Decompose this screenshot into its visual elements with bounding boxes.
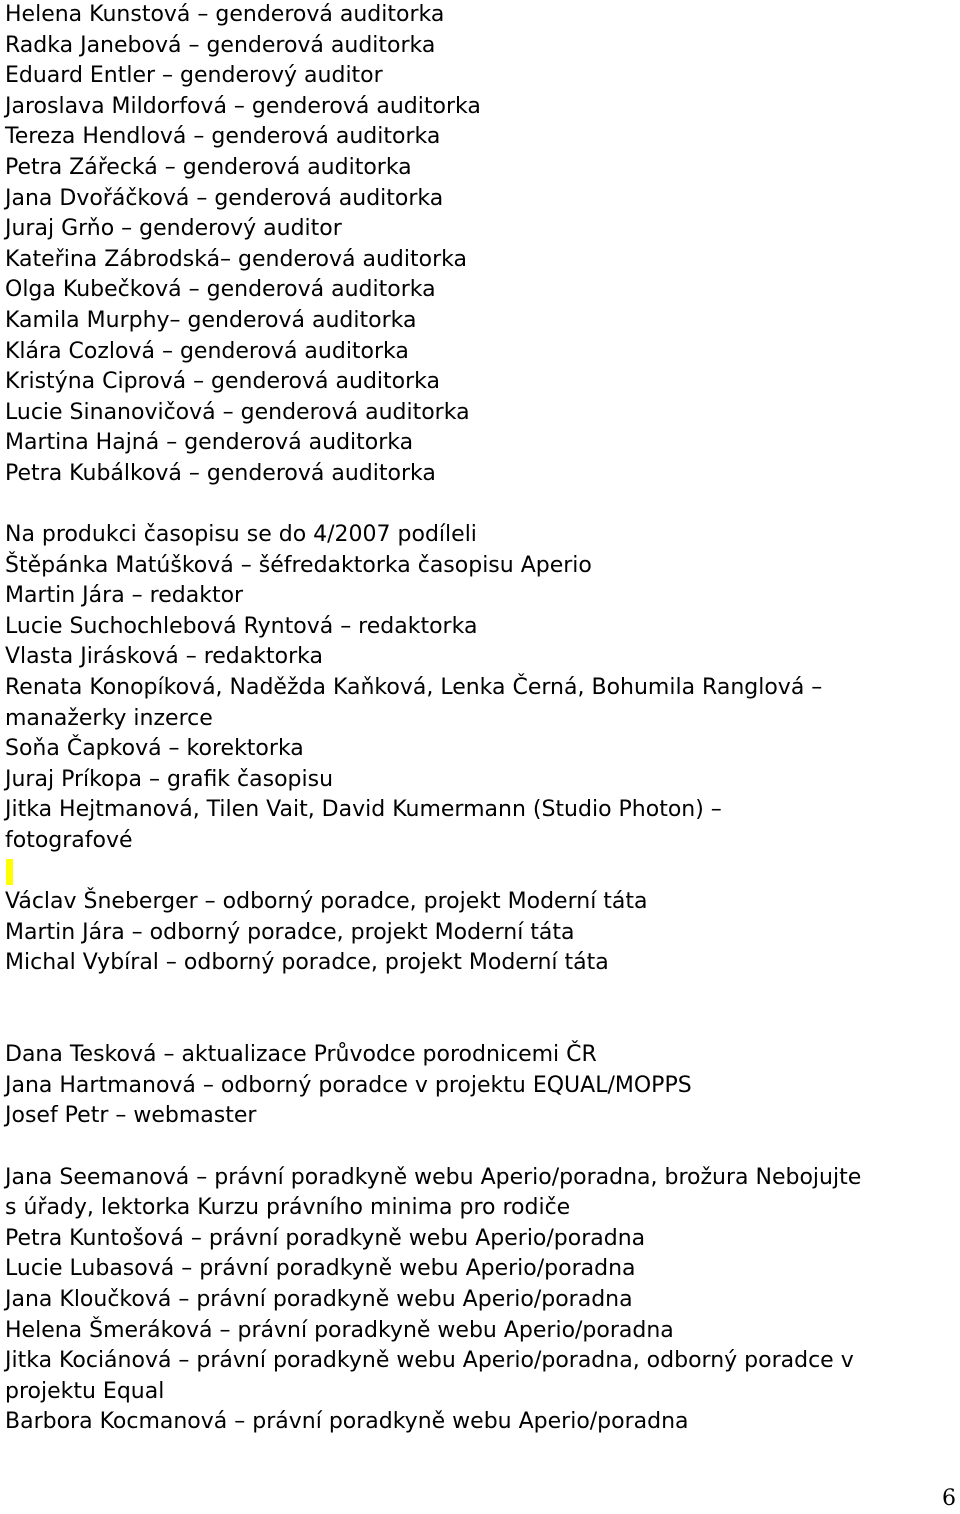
list-item: Eduard Entler – genderový auditor xyxy=(5,63,383,89)
list-item: Soňa Čapková – korektorka xyxy=(5,736,304,762)
list-item: Petra Zářecká – genderová auditorka xyxy=(5,154,412,180)
list-item: Martin Jára – odborný poradce, projekt Moderní táta xyxy=(5,919,575,945)
list-item: Jitka Hejtmanová, Tilen Vait, David Kumermann (Studio Photon) – xyxy=(5,797,722,823)
list-item: Kateřina Zábrodská– genderová auditorka xyxy=(5,246,467,272)
legal-list xyxy=(5,1163,955,1438)
list-item: projektu Equal xyxy=(5,1378,165,1404)
list-item: Juraj Príkopa – grafik časopisu xyxy=(5,766,334,792)
list-item: Josef Petr – webmaster xyxy=(5,1103,257,1129)
list-item: Jana Kloučková – právní poradkyně webu Aperio/poradna xyxy=(5,1286,633,1312)
list-item: Olga Kubečková – genderová auditorka xyxy=(5,277,436,303)
list-item: Michal Vybíral – odborný poradce, projekt Moderní táta xyxy=(5,950,609,976)
list-item: Kristýna Ciprová – genderová auditorka xyxy=(5,369,440,395)
list-item: Helena Kunstová – genderová auditorka xyxy=(5,2,445,27)
list-item: Radka Janebová – genderová auditorka xyxy=(5,32,436,58)
section-heading: Na produkci časopisu se do 4/2007 podíleli xyxy=(5,522,477,548)
list-item: Dana Tesková – aktualizace Průvodce porodnicemi ČR xyxy=(5,1042,597,1068)
list-item: Juraj Grňo – genderový auditor xyxy=(5,216,342,242)
list-item: Jitka Kociánová – právní poradkyně webu Aperio/poradna, odborný poradce v xyxy=(5,1348,854,1374)
production-list xyxy=(5,520,955,857)
list-item: Klára Cozlová – genderová auditorka xyxy=(5,338,409,364)
list-item: Štěpánka Matúšková – šéfredaktorka časopisu Aperio xyxy=(5,552,592,578)
document-page xyxy=(5,0,955,1438)
list-item: Vlasta Jirásková – redaktorka xyxy=(5,644,323,670)
list-item: manažerky inzerce xyxy=(5,705,213,731)
list-item: Tereza Hendlová – genderová auditorka xyxy=(5,124,441,150)
list-item: Kamila Murphy– genderová auditorka xyxy=(5,307,417,333)
list-item: fotografové xyxy=(5,828,133,854)
auditors-list xyxy=(5,0,955,490)
list-item: Jana Dvořáčková – genderová auditorka xyxy=(5,185,444,211)
list-item: Helena Šmeráková – právní poradkyně webu Aperio/poradna xyxy=(5,1317,674,1343)
spacer xyxy=(5,490,955,521)
list-item: Lucie Suchochlebová Ryntová – redaktorka xyxy=(5,613,478,639)
spacer xyxy=(5,979,955,1040)
list-item: Jaroslava Mildorfová – genderová auditorka xyxy=(5,93,481,119)
list-item: Martin Jára – redaktor xyxy=(5,583,244,609)
list-item: Jana Hartmanová – odborný poradce v projektu EQUAL/MOPPS xyxy=(5,1072,692,1098)
list-item: s úřady, lektorka Kurzu právního minima pro rodiče xyxy=(5,1195,571,1221)
list-item: Renata Konopíková, Naděžda Kaňková, Lenka Černá, Bohumila Ranglová – xyxy=(5,675,823,701)
list-item: Václav Šneberger – odborný poradce, projekt Moderní táta xyxy=(5,889,648,915)
highlight-marker xyxy=(6,859,13,885)
web-list xyxy=(5,1040,955,1132)
list-item: Lucie Lubasová – právní poradkyně webu Aperio/poradna xyxy=(5,1256,636,1282)
spacer xyxy=(5,1132,955,1163)
list-item: Martina Hajná – genderová auditorka xyxy=(5,430,414,456)
list-item: Petra Kuntošová – právní poradkyně webu Aperio/poradna xyxy=(5,1225,646,1251)
list-item: Lucie Sinanovičová – genderová auditorka xyxy=(5,399,470,425)
list-item: Barbora Kocmanová – právní poradkyně webu Aperio/poradna xyxy=(5,1409,689,1435)
list-item: Jana Seemanová – právní poradkyně webu Aperio/poradna, brožura Nebojujte xyxy=(5,1164,862,1190)
page-number: 6 xyxy=(942,1486,956,1511)
advisors-list xyxy=(5,887,955,979)
list-item: Petra Kubálková – genderová auditorka xyxy=(5,460,436,486)
highlight-line xyxy=(5,857,955,888)
